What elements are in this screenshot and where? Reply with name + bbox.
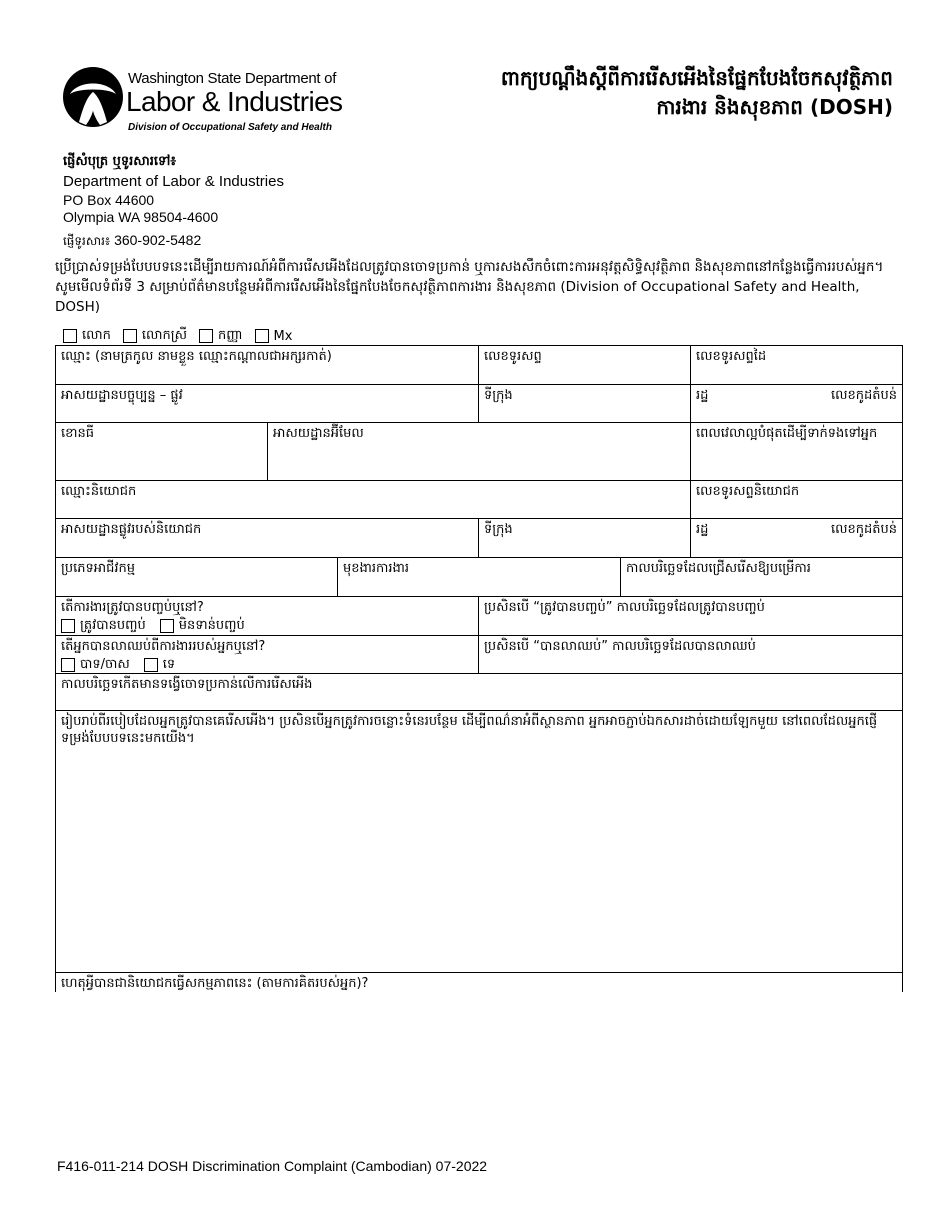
quit-question-field bbox=[55, 635, 479, 674]
employer-city-field-label: ទីក្រុង bbox=[484, 522, 513, 537]
quit-no-checkbox[interactable] bbox=[144, 658, 158, 672]
employer-city-field[interactable] bbox=[478, 518, 691, 558]
business-type-field-label: ប្រភេទអាជីវកម្ម bbox=[61, 561, 136, 576]
salutation-mr-label: លោក bbox=[82, 327, 111, 343]
fax-line bbox=[63, 231, 483, 249]
state-zip-field[interactable] bbox=[690, 384, 903, 423]
quit-no-option[interactable] bbox=[144, 656, 175, 673]
fired-question-label: តើការងារត្រូវបានបញ្ចប់ឬនៅ? bbox=[61, 600, 204, 615]
employer-state-field-label: រដ្ឋ bbox=[696, 522, 709, 537]
fired-question-field bbox=[55, 596, 479, 636]
discrimination-date-field-label: កាលបរិច្ឆេទកើតមានទង្វើចោទប្រកាន់លើការរើសអើង bbox=[61, 677, 313, 692]
fired-no-label: មិនទាន់បញ្ចប់ bbox=[178, 618, 245, 633]
mail-address-block bbox=[63, 152, 483, 249]
employer-name-field[interactable] bbox=[55, 480, 691, 519]
mail-department: Department of Labor & Industries bbox=[63, 173, 284, 190]
logo-text-line1: Washington State Department of bbox=[128, 70, 337, 87]
quit-yes-checkbox[interactable] bbox=[61, 658, 75, 672]
employer-address-field[interactable] bbox=[55, 518, 479, 558]
salutation-options bbox=[63, 326, 304, 346]
city-field[interactable] bbox=[478, 384, 691, 423]
fired-date-field[interactable] bbox=[478, 596, 903, 636]
phone-field-label: លេខទូរសព្ទ bbox=[484, 349, 542, 364]
salutation-mx-label: Mx bbox=[273, 328, 293, 344]
salutation-mr[interactable] bbox=[63, 327, 111, 346]
mail-label: ផ្ញើសំបុត្រ ឬទូរសារទៅ៖ bbox=[63, 154, 177, 169]
employer-phone-field-label: លេខទូរសព្ទនិយោជក bbox=[696, 484, 800, 499]
why-field[interactable] bbox=[55, 972, 903, 992]
form-title-line1: ពាក្យបណ្ដឹងស្ដីពីការរើសអើងនៃផ្នែកបែងចែកសុវត្ថិភាព bbox=[500, 66, 893, 90]
name-field-label: ឈ្មោះ (នាមត្រកូល នាមខ្លួន ឈ្មោះកណ្ដាលជាអក្សរកាត់) bbox=[61, 349, 332, 364]
form-title bbox=[501, 64, 893, 122]
quit-options bbox=[61, 656, 473, 673]
fired-no-option[interactable] bbox=[160, 617, 245, 634]
fired-yes-label: ត្រូវបានបញ្ចប់ bbox=[80, 618, 146, 633]
mail-po-box: PO Box 44600 bbox=[63, 192, 155, 208]
quit-date-field-label: ប្រសិនបើ “បានលាឈប់” កាលបរិច្ឆេទដែលបានលាឈប់ bbox=[484, 639, 756, 654]
salutation-miss-label: កញ្ញា bbox=[218, 327, 243, 343]
fired-no-checkbox[interactable] bbox=[160, 619, 174, 633]
zip-field-label: លេខកូដតំបន់ bbox=[830, 388, 897, 403]
fax-label: ផ្ញើទូរសារ៖ bbox=[63, 234, 111, 248]
email-field-label: អាសយដ្ឋានអ៊ីមែល bbox=[273, 426, 364, 441]
salutation-mr-checkbox[interactable] bbox=[63, 329, 77, 343]
name-field[interactable] bbox=[55, 345, 479, 385]
quit-yes-option[interactable] bbox=[61, 656, 130, 673]
discrimination-date-field[interactable] bbox=[55, 673, 903, 711]
city-field-label: ទីក្រុង bbox=[484, 388, 513, 403]
email-field[interactable] bbox=[267, 422, 691, 481]
lni-logo bbox=[62, 64, 343, 138]
fired-options bbox=[61, 617, 473, 634]
employer-address-field-label: អាសយដ្ឋានផ្លូវរបស់និយោជក bbox=[61, 522, 202, 537]
employer-state-zip-field[interactable] bbox=[690, 518, 903, 558]
state-field-label: រដ្ឋ bbox=[696, 388, 709, 403]
hire-date-field[interactable] bbox=[620, 557, 903, 597]
best-time-field[interactable] bbox=[690, 422, 903, 481]
address-field-label: អាសយដ្ឋានបច្ចុប្បន្ន – ផ្លូវ bbox=[61, 388, 183, 403]
salutation-mx[interactable] bbox=[255, 329, 293, 344]
best-time-field-label: ពេលវេលាល្អបំផុតដើម្បីទាក់ទងទៅអ្នក bbox=[696, 426, 878, 441]
county-field[interactable] bbox=[55, 422, 268, 481]
cell-phone-field-label: លេខទូរសព្ទដៃ bbox=[696, 349, 767, 364]
quit-question-label: តើអ្នកបានលាឈប់ពីការងាររបស់អ្នកឬនៅ? bbox=[61, 639, 266, 654]
quit-no-label: ទេ bbox=[162, 657, 176, 672]
fax-number: 360-902-5482 bbox=[114, 232, 202, 248]
job-title-field-label: មុខងារការងារ bbox=[343, 561, 410, 576]
salutation-miss-checkbox[interactable] bbox=[199, 329, 213, 343]
describe-field-label: រៀបរាប់ពីរបៀបដែលអ្នកត្រូវបានគេរើសអើង។ ប្រសិនបើអ្នកត្រូវការចន្លោះទំនេរបន្ថែម ដើម្បីពណ៌នាអំពីស្ថានភាព អ្នកអាចភ្ជាប់ឯកសារដាច់ដោយឡែកមួយ នៅពេលដែលអ្នកផ្ញើទម្រង់បែបបទនេះមកយើង។ bbox=[61, 714, 878, 746]
phone-field[interactable] bbox=[478, 345, 691, 385]
fired-yes-option[interactable] bbox=[61, 617, 146, 634]
fired-yes-checkbox[interactable] bbox=[61, 619, 75, 633]
describe-textarea[interactable] bbox=[55, 710, 903, 973]
hire-date-field-label: កាលបរិច្ឆេទដែលជ្រើសរើសឱ្យបម្រើការ bbox=[626, 561, 811, 576]
salutation-mrs[interactable] bbox=[123, 327, 187, 346]
why-field-label: ហេតុអ្វីបានជានិយោជកធ្វើសកម្មភាពនេះ (តាមការគិតរបស់អ្នក)? bbox=[61, 976, 369, 991]
employer-name-field-label: ឈ្មោះនិយោជក bbox=[61, 484, 137, 499]
mail-city: Olympia WA 98504-4600 bbox=[63, 209, 219, 225]
employer-zip-field-label: លេខកូដតំបន់ bbox=[830, 522, 897, 537]
county-field-label: ខោនធី bbox=[61, 426, 95, 441]
form-title-line2: ការងារ និងសុខភាព (DOSH) bbox=[656, 95, 893, 119]
instructions-paragraph: ប្រើប្រាស់ទម្រង់បែបបទនេះដើម្បីរាយការណ៍អំពីការរើសអើងដែលត្រូវបានចោទប្រកាន់ ឬការសងសឹកចំពោះការអនុវត្តសិទ្ធិសុវត្ថិភាព និងសុខភាពនៅកន្លែងធ្វើការរបស់អ្នក។ សូមមើលទំព័រទី 3 សម្រាប់ព័ត៌មានបន្ថែមអំពីការរើសអើងនៃផ្នែកបែងចែកសុវត្ថិភាពការងារ និងសុខភាព (Division of Occupational Safety and Health, DOSH) bbox=[55, 259, 884, 315]
employer-phone-field[interactable] bbox=[690, 480, 903, 519]
logo-text-line3: Division of Occupational Safety and Health bbox=[128, 122, 332, 133]
salutation-mrs-label: លោកស្រី bbox=[141, 327, 188, 343]
address-field[interactable] bbox=[55, 384, 479, 423]
fired-date-field-label: ប្រសិនបើ “ត្រូវបានបញ្ចប់” កាលបរិច្ឆេទដែលត្រូវបានបញ្ចប់ bbox=[484, 600, 765, 615]
lni-logo-icon bbox=[62, 66, 124, 128]
business-type-field[interactable] bbox=[55, 557, 338, 597]
quit-date-field[interactable] bbox=[478, 635, 903, 674]
form-footer: F416-011-214 DOSH Discrimination Complaint (Cambodian) 07-2022 bbox=[57, 1158, 488, 1174]
cell-phone-field[interactable] bbox=[690, 345, 903, 385]
logo-text-line2: Labor & Industries bbox=[126, 86, 343, 117]
quit-yes-label: បាទ/ចាស bbox=[80, 657, 130, 672]
job-title-field[interactable] bbox=[337, 557, 621, 597]
salutation-mx-checkbox[interactable] bbox=[255, 329, 269, 343]
salutation-miss[interactable] bbox=[199, 327, 243, 346]
salutation-mrs-checkbox[interactable] bbox=[123, 329, 137, 343]
